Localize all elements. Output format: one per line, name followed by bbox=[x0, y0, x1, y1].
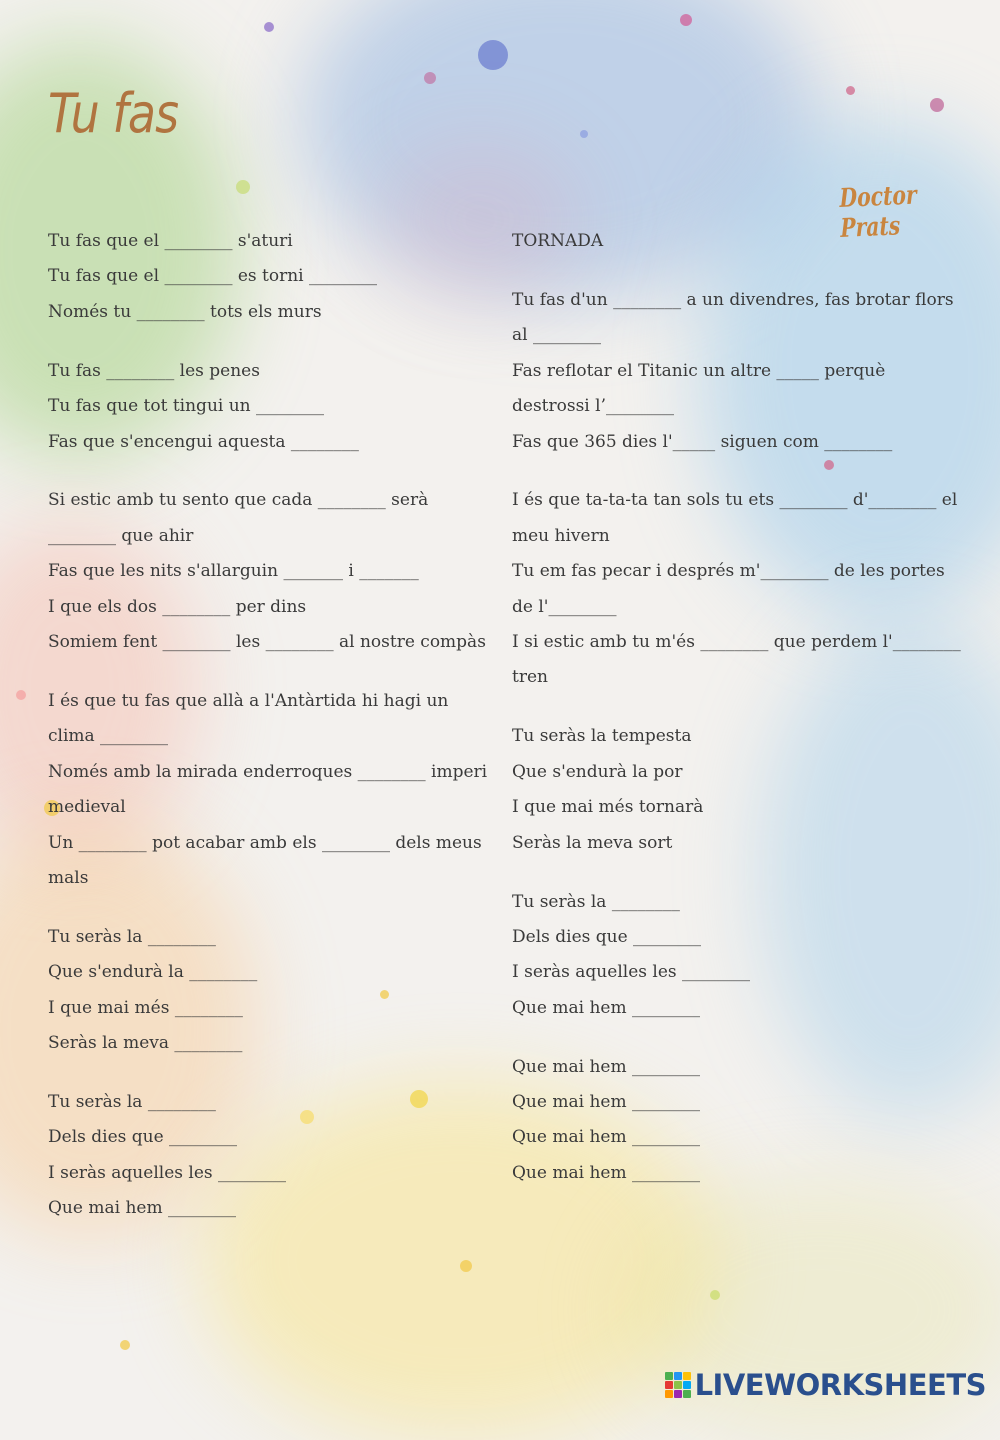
liveworksheets-brand[interactable] bbox=[665, 1368, 986, 1402]
lyric-line: Que s'endurà la por bbox=[512, 761, 683, 782]
lyric-line: Fas que 365 dies l'_____ siguen com ________ bbox=[512, 431, 893, 452]
lyric-line: Tu fas que el ________ es torni ________ bbox=[48, 266, 378, 287]
lyric-line: Tu seràs la tempesta bbox=[512, 726, 692, 747]
stanza-gap bbox=[48, 1062, 496, 1086]
stanza-gap bbox=[48, 660, 496, 684]
lyric-line: Dels dies que ________ bbox=[512, 926, 702, 947]
lyric-line: Que mai hem ________ bbox=[512, 1162, 700, 1183]
lyric-line: Fas que s'encengui aquesta ________ bbox=[48, 431, 359, 452]
lyric-line: Que mai hem ________ bbox=[512, 1056, 700, 1077]
lyric-line: Tu fas ________ les penes bbox=[48, 360, 260, 381]
stanza-gap bbox=[512, 460, 962, 484]
lyric-line: I seràs aquelles les ________ bbox=[512, 962, 751, 983]
lyric-line: Que mai hem ________ bbox=[512, 997, 700, 1018]
lyric-line: Tu seràs la ________ bbox=[48, 1092, 216, 1113]
lyric-line: Fas que les nits s'allarguin _______ i _______ bbox=[48, 561, 419, 582]
lyric-line: I que mai més tornarà bbox=[512, 797, 704, 818]
lyric-line: I és que tu fas que allà a l'Antàrtida hi hagi un clima ________ bbox=[48, 690, 449, 747]
lyric-line: Tu seràs la ________ bbox=[48, 926, 216, 947]
chorus-heading: TORNADA bbox=[512, 231, 604, 251]
lyric-line: I que mai més ________ bbox=[48, 997, 243, 1018]
lyric-line: Tu fas que el ________ s'aturi bbox=[48, 231, 293, 251]
lyric-line: I seràs aquelles les ________ bbox=[48, 1162, 287, 1183]
lyric-line: Que mai hem ________ bbox=[512, 1127, 700, 1148]
lyric-line: I que els dos ________ per dins bbox=[48, 596, 307, 617]
lyric-line: Només tu ________ tots els murs bbox=[48, 301, 322, 322]
lyric-line: Tu em fas pecar i després m'________ de les portes de l'________ bbox=[512, 561, 945, 617]
lyric-line: Tu fas d'un ________ a un divendres, fas brotar flors al ________ bbox=[512, 289, 954, 346]
lyric-line: Si estic amb tu sento que cada ________ serà ________ que ahir bbox=[48, 490, 429, 546]
lyric-line: Un ________ pot acabar amb els ________ dels meus mals bbox=[48, 832, 482, 888]
lyric-line: Tu fas que tot tingui un ________ bbox=[48, 396, 325, 417]
lyric-line: Tu seràs la ________ bbox=[512, 891, 680, 912]
lyric-line: Fas reflotar el Titanic un altre _____ perquè destrossi l’________ bbox=[512, 360, 886, 417]
lyric-line: Que s'endurà la ________ bbox=[48, 962, 258, 983]
lyric-line: Somiem fent ________ les ________ al nostre compàs bbox=[48, 632, 486, 653]
lyric-line: I si estic amb tu m'és ________ que perdem l'________ tren bbox=[512, 632, 961, 688]
worksheet-title: Tu fas bbox=[48, 82, 179, 145]
stanza-gap bbox=[512, 861, 962, 885]
stanza-gap bbox=[512, 1026, 962, 1050]
stanza-gap bbox=[48, 896, 496, 920]
song-author: Doctor Prats bbox=[839, 180, 918, 244]
lyric-line: Seràs la meva ________ bbox=[48, 1033, 243, 1054]
stanza-gap bbox=[48, 330, 496, 354]
lyric-line: Seràs la meva sort bbox=[512, 832, 673, 853]
lyric-line: Que mai hem ________ bbox=[48, 1198, 236, 1219]
lyric-line: I és que ta-ta-ta tan sols tu ets ________ d'________ el meu hivern bbox=[512, 490, 958, 546]
lyric-line: Només amb la mirada enderroques ________ imperi medieval bbox=[48, 761, 488, 818]
stanza-gap bbox=[512, 259, 962, 283]
lyric-line: Que mai hem ________ bbox=[512, 1092, 700, 1113]
brand-name: LIVEWORKSHEETS bbox=[694, 1368, 986, 1402]
liveworksheets-logo-icon bbox=[665, 1372, 691, 1398]
lyrics-right-column bbox=[512, 224, 962, 1191]
lyric-line: Dels dies que ________ bbox=[48, 1127, 238, 1148]
lyrics-left-column bbox=[48, 224, 496, 1227]
stanza-gap bbox=[48, 460, 496, 484]
stanza-gap bbox=[512, 696, 962, 720]
